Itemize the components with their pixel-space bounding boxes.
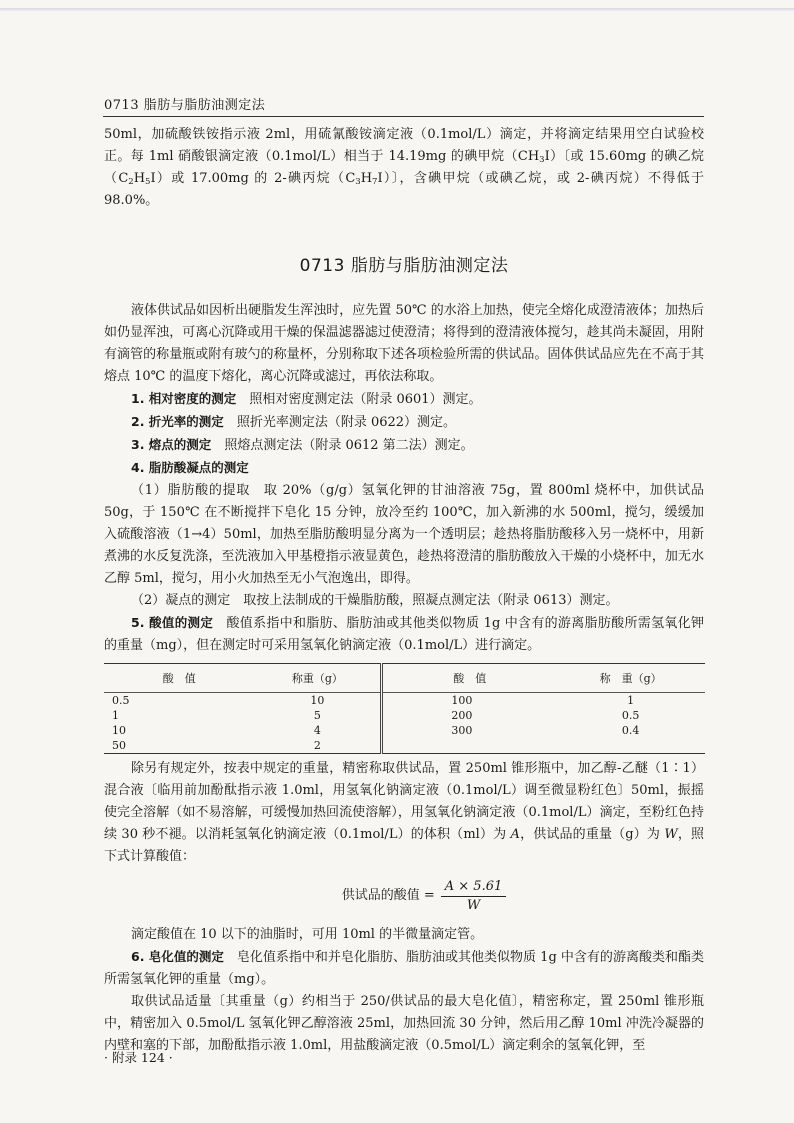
item-fatty-acid-congealing xyxy=(104,457,704,480)
table-cell: 10 xyxy=(310,694,325,707)
fatty-acid-extraction-paragraph: （1）脂肪酸的提取 取 20%（g/g）氢氧化钾的甘油溶液 75g，置 800ml 烧杯中，加供试品 50g，于 150℃ 在不断搅拌下皂化 15 分钟，放冷至约 100℃，加入新沸的水 500ml，搅匀，缓缓加入硫酸溶液（1→4）50ml，加热至脂肪酸明显分离为一个透明层；趁热将脂肪酸移入另一烧杯中，用新煮沸的水反复洗涤，至洗液加入甲基橙指示液显黄色，趁热将澄清的脂肪酸放入干燥的小烧杯中，加无水乙醇 5ml，搅匀，用小火加热至无小气泡逸出，即得。 xyxy=(104,483,704,586)
item-heading: 2. 折光率的测定 xyxy=(131,414,224,429)
text-run: I）或 17.00mg 的 2-碘丙烷（C xyxy=(150,171,356,186)
table-header-row xyxy=(104,664,705,693)
formula-fraction xyxy=(441,878,507,915)
table-cell: 0.5 xyxy=(621,709,640,722)
header-weight: 称重（g） xyxy=(254,664,381,693)
page-body xyxy=(104,124,704,1057)
table-cell xyxy=(556,738,705,754)
table-cell: 300 xyxy=(382,723,556,738)
table-row xyxy=(104,723,705,738)
text-run: I）〔或 15.60mg 的碘乙烷（C xyxy=(104,149,705,186)
text-run: 50ml，加硫酸铁铵指示液 2ml，用硫氰酸铵滴定液（0.1mol/L）滴定，并将滴定结果用空白试验校正。每 1ml 硝酸银滴定液（0.1mol/L）相当于 14.19mg 的碘甲烷（CH xyxy=(104,127,704,164)
page-number: · 附录 124 · xyxy=(104,1050,173,1065)
variable-w: W xyxy=(664,827,678,842)
item-relative-density xyxy=(104,388,704,411)
header-acid-value: 酸 值 xyxy=(104,664,254,693)
table-row xyxy=(104,708,705,723)
table-cell: 5 xyxy=(313,709,321,722)
subscript: 3 xyxy=(539,155,545,165)
header-acid-value: 酸 值 xyxy=(382,664,556,693)
item-refractive-index xyxy=(104,411,704,434)
table-cell: 100 xyxy=(382,693,556,709)
table-cell: 4 xyxy=(313,724,321,737)
table-cell: 0.5 xyxy=(112,694,130,707)
text-run: ，供试品的重量（g）为 xyxy=(519,827,665,842)
item-text: 照折光率测定法（附录 0622）测定。 xyxy=(236,415,457,430)
saponification-method-paragraph: 取供试品适量〔其重量（g）约相当于 250/供试品的最大皂化值〕，精密称定，置 250ml 锥形瓶中，精密加入 0.5mol/L 氢氧化钾乙醇溶液 25ml，加热回流 30 分钟，然后用乙醇 10ml 冲洗冷凝器的内壁和塞的下部，加酚酞指示液 1.0ml，用盐酸滴定液（0.5mol/L）滴定剩余的氢氧化钾，至 xyxy=(104,994,704,1053)
subscript: 7 xyxy=(372,177,378,187)
section-title: 0713 脂肪与脂肪油测定法 xyxy=(299,256,509,276)
sample-prep-paragraph: 液体供试品如因析出硬脂发生浑浊时，应先置 50℃ 的水浴上加热，使完全熔化成澄清液体；加热后如仍显浑浊，可离心沉降或用干燥的保温滤器滤过使澄清；将得到的澄清液体搅匀，趁其尚未凝固，用附有滴管的称量瓶或附有玻勺的称量杯，分别称取下述各项检验所需的供试品。固体供试品应先在不高于其熔点 10℃ 的温度下熔化，离心沉降或滤过，再依法称取。 xyxy=(104,303,704,384)
table-row xyxy=(104,738,705,754)
running-head: 0713 脂肪与脂肪油测定法 xyxy=(104,98,266,113)
item-heading: 6. 皂化值的测定 xyxy=(131,949,224,964)
table-cell: 10 xyxy=(112,724,126,737)
table-cell xyxy=(382,738,556,754)
item-text: 照相对密度测定法（附录 0601）测定。 xyxy=(249,392,482,407)
acid-value-method-paragraph xyxy=(104,758,704,868)
page-top-border xyxy=(0,8,794,11)
weight-table xyxy=(104,663,705,754)
item-text: 皂化值系指中和并皂化脂肪、脂肪油或其他类似物质 1g 中含有的游离酸类和酯类所需氢氧化钾的重量（mg）。 xyxy=(104,950,704,987)
item-text: 照熔点测定法（附录 0612 第二法）测定。 xyxy=(224,438,474,453)
semi-micro-burette-note: 滴定酸值在 10 以下的油脂时，可用 10ml 的半微量滴定管。 xyxy=(131,927,484,942)
table-row xyxy=(104,693,705,709)
item-saponification-value xyxy=(104,946,704,991)
item-heading: 5. 酸值的测定 xyxy=(131,615,214,630)
table-cell: 2 xyxy=(313,739,321,752)
item-melting-point xyxy=(104,434,704,457)
subscript: 5 xyxy=(145,177,151,187)
header-weight: 称 重（g） xyxy=(556,664,705,693)
formula-numerator: A × 5.61 xyxy=(441,878,507,897)
header-rule xyxy=(103,116,704,117)
subscript: 3 xyxy=(355,177,361,187)
acid-value-formula xyxy=(144,874,704,918)
text-run: H xyxy=(360,171,373,186)
acid-value-weight-table xyxy=(104,663,704,754)
formula-lhs: 供试品的酸值 = xyxy=(341,888,435,903)
text-run: H xyxy=(133,171,146,186)
continued-paragraph xyxy=(104,124,704,212)
text-run: ，照下式计算酸值： xyxy=(104,827,704,864)
item-text: 酸值系指中和脂肪、脂肪油或其他类似物质 1g 中含有的游离脂肪酸所需氢氧化钾的重量（mg），但在测定时可采用氢氧化钠滴定液（0.1mol/L）进行滴定。 xyxy=(104,616,704,653)
table-cell: 1 xyxy=(627,694,635,707)
text-run: 除另有规定外，按表中规定的重量，精密称取供试品，置 250ml 锥形瓶中，加乙醇-乙醚（1∶1）混合液〔临用前加酚酞指示液 1.0ml，用氢氧化钠滴定液（0.1mol/L）调至微显粉红色〕50ml，振摇使完全溶解（如不易溶解，可缓慢加热回流使溶解），用氢氧化钠滴定液（0.1mol/L）滴定，至粉红色持续 30 秒不褪。以消耗氢氧化钠滴定液（0.1mol/L）的体积（ml）为 xyxy=(104,761,704,842)
variable-a: A xyxy=(510,827,520,842)
table-cell: 0.4 xyxy=(621,724,640,737)
item-heading: 4. 脂肪酸凝点的测定 xyxy=(131,460,249,475)
formula-denominator: W xyxy=(466,897,481,913)
subscript: 2 xyxy=(128,177,134,187)
congealing-point-paragraph: （2）凝点的测定 取按上法制成的干燥脂肪酸，照凝点测定法（附录 0613）测定。 xyxy=(131,593,619,608)
item-heading: 3. 熔点的测定 xyxy=(131,437,212,452)
table-cell: 1 xyxy=(112,709,119,722)
table-cell: 50 xyxy=(112,739,126,752)
text-run: I）〕，含碘甲烷（或碘乙烷，或 2-碘丙烷）不得低于 98.0%。 xyxy=(104,171,704,208)
item-heading: 1. 相对密度的测定 xyxy=(131,391,237,406)
item-acid-value xyxy=(104,612,704,657)
table-cell: 200 xyxy=(382,708,556,723)
